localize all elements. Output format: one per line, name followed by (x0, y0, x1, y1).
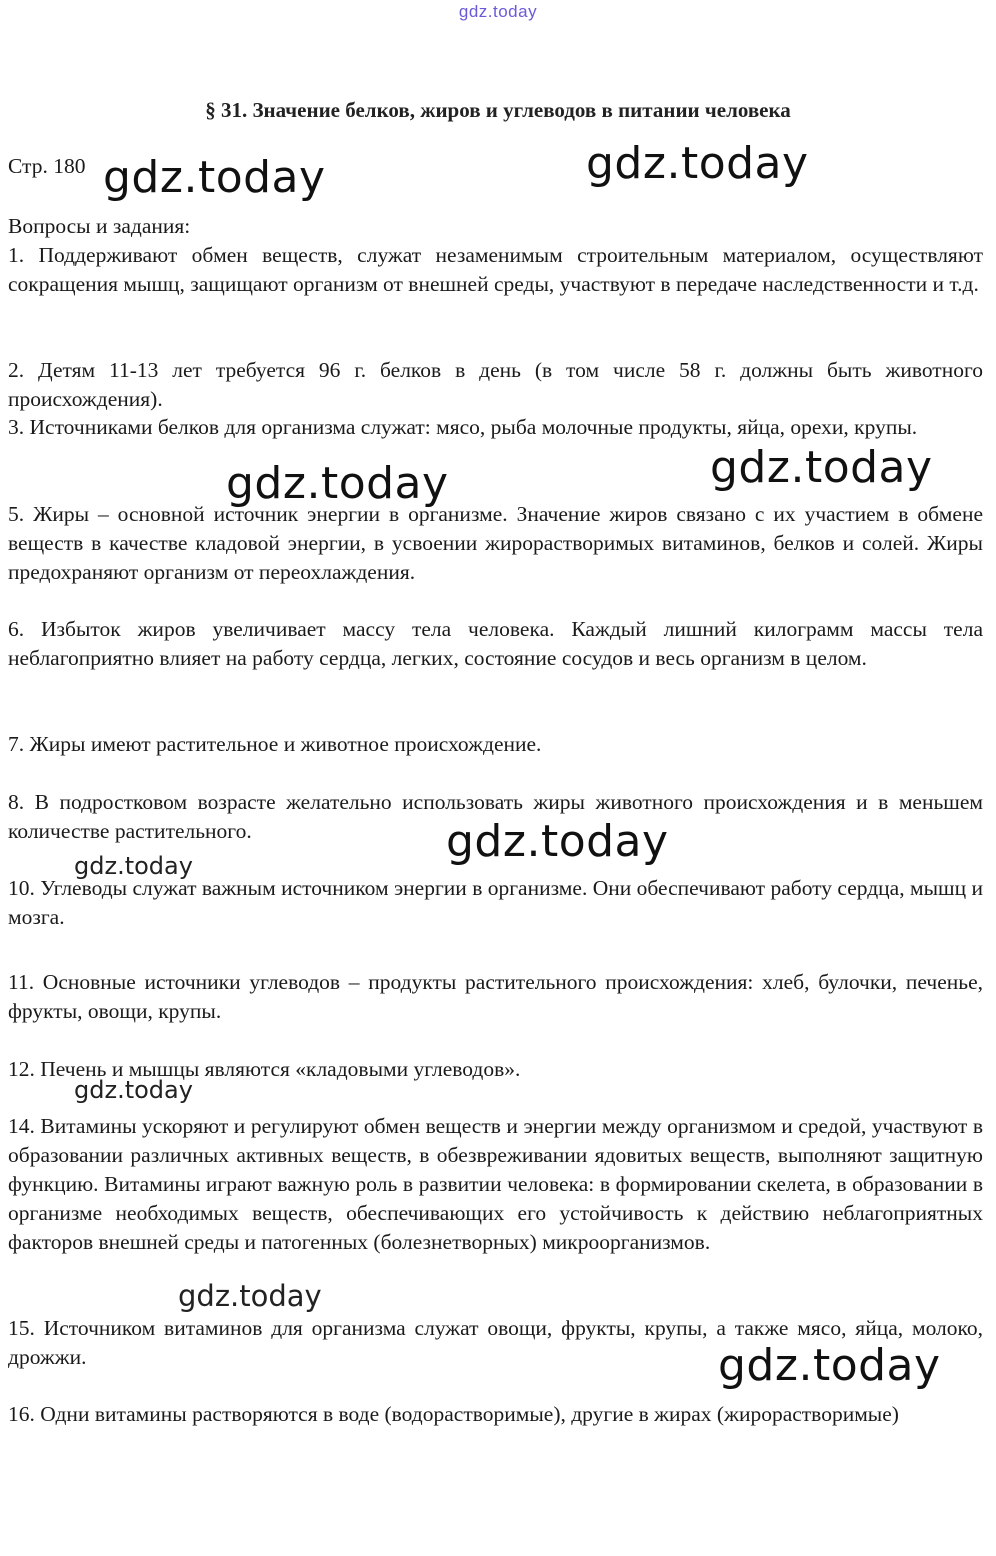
watermark: gdz.today (103, 152, 326, 203)
answer-5: 5. Жиры – основной источник энергии в организме. Значение жиров связано с их участием в обмене веществ в качестве кладовой энергии, в усвоении жирорастворимых витаминов, белков и солей. Жиры предохраняют организм от переохлаждения. (8, 502, 983, 584)
answer-7: 7. Жиры имеют растительное и животное происхождение. (8, 732, 542, 756)
watermark: gdz.today (586, 138, 809, 189)
answer-16: 16. Одни витамины растворяются в воде (водорастворимые), другие в жирах (жирорастворимые) (8, 1402, 899, 1426)
answer-11: 11. Основные источники углеводов – продукты растительного происхождения: хлеб, булочки, печенье, фрукты, овощи, крупы. (8, 970, 983, 1023)
watermark: gdz.today (710, 442, 933, 493)
answer-14: 14. Витамины ускоряют и регулируют обмен веществ и энергии между организмом и средой, участвуют в образовании различных активных веществ, в обезвреживании ядовитых веществ, выполняют защитную функцию. Витамины играют важную роль в развитии человека: в формировании скелета, в образовании в организме необходимых веществ, обеспечивающих его устойчивость к действию неблагоприятных факторов внешней среды и патогенных (болезнетворных) микроорганизмов. (8, 1114, 983, 1254)
site-mark-top: gdz.today (458, 2, 538, 21)
watermark: gdz.today (74, 1076, 193, 1104)
answer-3: 3. Источниками белков для организма служат: мясо, рыба молочные продукты, яйца, орехи, крупы. (8, 415, 918, 439)
answer-12: 12. Печень и мышцы являются «кладовыми углеводов». (8, 1057, 521, 1081)
answer-8: 8. В подростковом возрасте желательно использовать жиры животного происхождения и в меньшем количестве растительного. (8, 790, 983, 843)
answer-15: 15. Источником витаминов для организма служат овощи, фрукты, крупы, а также мясо, яйца, молоко, дрожжи. (8, 1316, 983, 1369)
page-title: § 31. Значение белков, жиров и углеводов в питании человека (205, 98, 791, 122)
watermark: gdz.today (74, 852, 193, 880)
watermark: gdz.today (718, 1340, 941, 1391)
answer-1: 1. Поддерживают обмен веществ, служат незаменимым строительным материалом, осуществляют сокращения мышц, защищают организм от внешней среды, участвуют в передаче наследственности и т.д. (8, 243, 983, 296)
answer-6: 6. Избыток жиров увеличивает массу тела человека. Каждый лишний килограмм массы тела неблагоприятно влияет на работу сердца, легких, состояние сосудов и весь организм в целом. (8, 617, 983, 670)
page-reference: Стр. 180 (8, 154, 86, 178)
answer-10: 10. Углеводы служат важным источником энергии в организме. Они обеспечивают работу сердца, мышц и мозга. (8, 876, 983, 929)
answer-2: 2. Детям 11-13 лет требуется 96 г. белков в день (в том числе 58 г. должны быть животного происхождения). (8, 358, 983, 411)
watermark: gdz.today (178, 1279, 322, 1313)
section-label: Вопросы и задания: (8, 214, 191, 238)
watermark: gdz.today (226, 458, 449, 509)
watermark: gdz.today (446, 816, 669, 867)
